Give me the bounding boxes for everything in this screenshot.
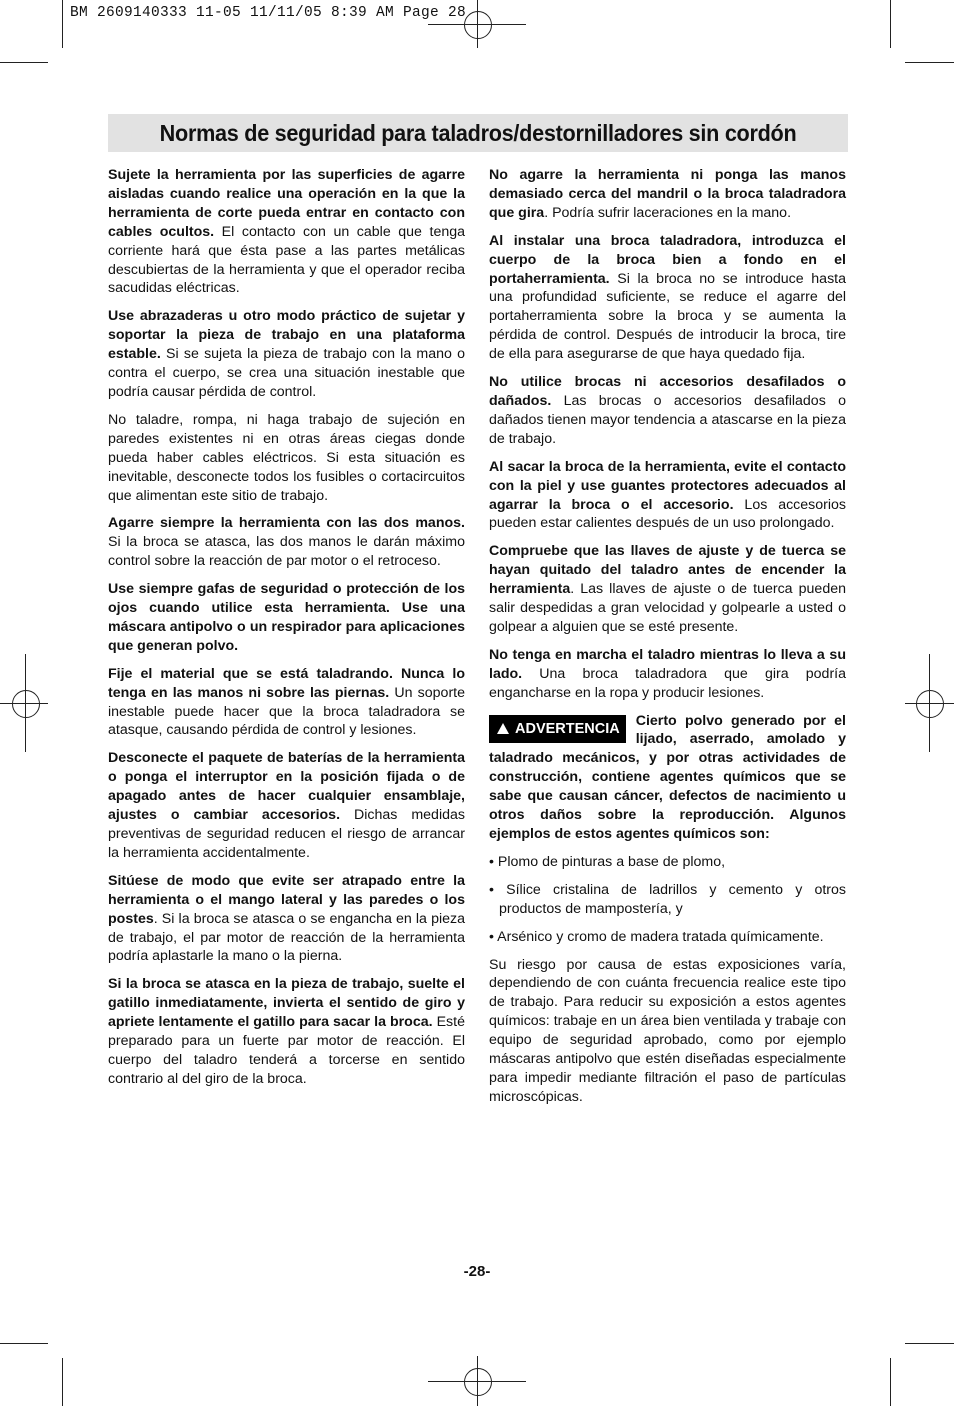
paragraph: Sujete la herramienta por las superficies de agarre aisladas cuando realice una operación en la que la herramienta de corte pueda entrar en contacto con cables ocultos. El contacto con un cable que tenga corriente hará que ésta pase a las partes metálicas descubiertas de la herramienta y que el operador reciba sacudidas eléctricas. [108,167,466,297]
paragraph: No tenga en marcha el taladro mientras lo lleva a su lado. Una broca taladradora que gira podría engancharse en la ropa y producir lesiones. [489,646,846,701]
paragraph: Desconecte el paquete de baterías de la herramienta o ponga el interruptor en la posición fijada o de apagado antes de hacer cualquier ensamblaje, ajustes o cambiar accesorios. Dichas medidas preventivas de seguridad reducen el riesgo de arrancar la herramienta accidentalmente. [108,750,465,861]
warning-triangle-icon [497,723,509,734]
list-item: • Arsénico y cromo de madera tratada químicamente. [489,928,824,945]
paragraph: Use siempre gafas de seguridad o protección de los ojos cuando utilice esta herramienta. Use una máscara antipolvo o un respirador para aplicaciones que generan polvo. [108,581,465,654]
page-number: -28- [463,1263,491,1280]
page-title: Normas de seguridad para taladros/destornilladores sin cordón [159,119,797,146]
paragraph: Si la broca se atasca en la pieza de trabajo, suelte el gatillo inmediatamente, invierta el sentido de giro y apriete lentamente el gatillo para sacar la broca. Esté preparado para un fuerte par motor de reacción. El cuerpo del taladro tenderá a torcerse en sentido contrario al del giro de la broca. [108,976,465,1087]
paragraph: No taladre, rompa, ni haga trabajo de sujeción en paredes existentes ni en otras áreas ciegas donde pueda haber cables eléctricos. Si esta situación es inevitable, desconecte todos los fusibles o cortacircuitos que alimentan este sitio de trabajo. [108,411,465,504]
closing-paragraph: Su riesgo por causa de estas exposiciones varía, dependiendo de con cuánta frecuencia realice este tipo de trabajo. Para reducir su exposición a estos agentes químicos: trabaje en un área bien ventilada y trabaje con equipo de seguridad aprobado, como por ejemplo máscaras antipolvo que estén diseñadas especialmente para impedir mediante filtración el paso de partículas microscópicas. [489,956,846,1105]
section-title-bar [108,114,848,152]
left-column [108,166,465,1098]
paragraph: Sitúese de modo que evite ser atrapado entre la herramienta o el mango lateral y las paredes o los postes. Si la broca se atasca o se engancha en la pieza de trabajo, el par motor de reacción de la herramienta podría aplastarle la mano o la pierna. [108,872,465,965]
paragraph: Al sacar la broca de la herramienta, evite el contacto con la piel y use guantes protectores adecuados al agarrar la broca o el accesorio. Los accesorios pueden estar calientes después de un uso prolongado. [489,458,847,532]
warning-badge [489,715,626,743]
list-item: • Plomo de pinturas a base de plomo, [489,853,726,870]
paragraph: No utilice brocas ni accesorios desafilados o dañados. Las brocas o accesorios desafilados o dañados tienen mayor tendencia a atascarse en la pieza de trabajo. [489,374,846,447]
list-item: • Sílice cristalina de ladrillos y cemento y otros productos de mampostería, y [489,881,846,917]
paragraph: Agarre siempre la herramienta con las dos manos. Si la broca se atasca, las dos manos le darán máximo control sobre la reacción de par motor o el retroceso. [108,515,465,570]
paragraph: Use abrazaderas u otro modo práctico de sujetar y soportar la pieza de trabajo en una plataforma estable. Si se sujeta la pieza de trabajo con la mano o contra el cuerpo, se crea una situación inestable que podría causar pérdida de control. [108,308,465,400]
paragraph: Compruebe que las llaves de ajuste y de tuerca se hayan quitado del taladro antes de encender la herramienta. Las llaves de ajuste o de tuerca pueden salir despedidas a gran velocidad y golpearle a usted o golpear a alguien que se esté presente. [489,543,846,635]
paragraph: No agarre la herramienta ni ponga las manos demasiado cerca del mandril o la broca taladradora que gira. Podría sufrir laceraciones en la mano. [489,167,846,221]
warning-text: Cierto polvo generado por el lijado, aserrado, amolado y taladrado mecánicos, y por otras actividades de construcción, contiene agentes químicos que se sabe que causan cáncer, defectos de nacimiento u otros daños sobre la reproducción. Algunos ejemplos de estos agentes químicos son: [489,712,846,842]
right-column [489,166,846,1116]
printer-slug: BM 2609140333 11-05 11/11/05 8:39 AM Page 28 [70,5,467,21]
warning-label: ADVERTENCIA [515,720,620,737]
warning-paragraph [489,712,846,844]
paragraph: Fije el material que se está taladrando. Nunca lo tenga en las manos ni sobre las piernas. Un soporte inestable puede hacer que la broca taladradora se atasque, causando pérdida de control y lesiones. [108,665,466,739]
paragraph: Al instalar una broca taladradora, introduzca el cuerpo de la broca bien a fondo en el portaherramienta. Si la broca no se introduce hasta una profundidad suficiente, se reduce el agarre del portaherramienta sobre la broca y se aumenta la pérdida de control. Después de introducir la broca, tire de ella para asegurarse de que haya quedado fija. [489,232,846,363]
